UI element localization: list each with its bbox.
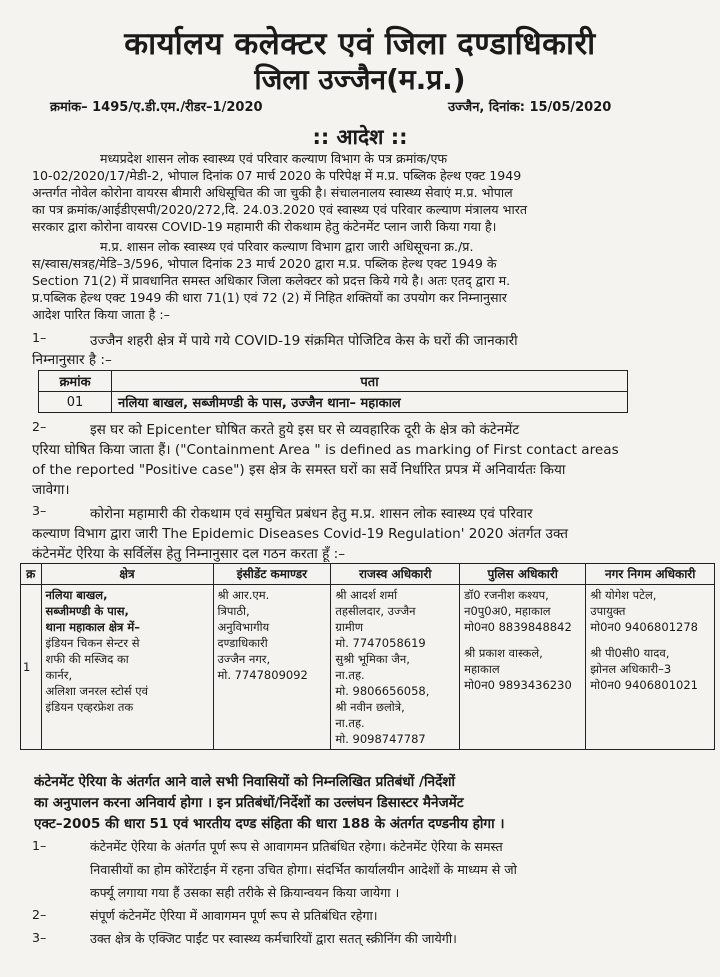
intro-line: 10-02/2020/17/मेडी-2, भोपाल दिनांक 07 मार्च 2020 के परिपेक्ष में म.प्र. पब्लिक हेल्थ एक्ट 1949 <box>32 168 522 183</box>
area-line: नलिया बाखल, <box>45 588 108 602</box>
commander-line: अनुविभागीय <box>217 620 270 634</box>
police-line: श्री प्रकाश वास्कले, <box>464 646 543 660</box>
office-title: कार्यालय कलेक्टर एवं जिला दण्डाधिकारी <box>124 26 596 62</box>
area-line: थाना महाकाल क्षेत्र में– <box>45 620 141 634</box>
address-table-header: क्रमांक <box>39 371 112 392</box>
commander-line: उज्जैन नगर, <box>217 652 271 666</box>
police-line: डॉ0 रजनीश कश्यप, <box>464 588 549 602</box>
police-line: मो0न0 9893436230 <box>464 678 572 692</box>
municipal-line: मो0न0 9406801278 <box>590 620 698 634</box>
commander-line: दण्डाधिकारी <box>217 636 268 650</box>
restriction-2-text: संपूर्ण कंटेनमेंट ऐरिया में आवागमन पूर्ण रूप से प्रतिबंधित रहेगा। <box>90 908 378 923</box>
point-3-text: कल्याण विभाग द्वारा जारी The Epidemic Diseases Covid-19 Regulation' 2020 अंतर्गत उक्त <box>32 526 569 542</box>
team-header: क्षेत्र <box>41 564 213 585</box>
address-table <box>38 370 628 413</box>
restriction-2-number: 2– <box>32 907 47 922</box>
commander-line: श्री आर.एम. <box>217 588 270 602</box>
point-1-text: निम्नानुसार है :– <box>32 352 112 368</box>
municipal-line: श्री पी0सी0 यादव, <box>590 646 670 660</box>
restriction-1-number: 1– <box>32 838 47 853</box>
police-line: मो0न0 8839848842 <box>464 620 572 634</box>
restriction-1-text: निवासीयों का होम कोरेंटाईन में रहना उचित होगा। संदर्भित कार्यालयीन आदेशों के माध्यम से जो <box>90 862 517 877</box>
intro-line: प्र.पब्लिक हेल्थ एक्ट 1949 की धारा 71(1) एवं 72 (2) में निहित शक्तियों का उपयोग कर निम्नानुसार <box>32 290 507 305</box>
team-serial: 1 <box>21 585 42 750</box>
restrictions-intro: का अनुपालन करना अनिवार्य होगा । इन प्रतिबंधों/निर्देशों का उल्लंघन डिसास्टर मैनेजमेंट <box>34 795 464 811</box>
restriction-3-number: 3– <box>32 930 47 945</box>
incident-commander-cell <box>213 585 331 750</box>
municipal-line: झोनल अधिकारी–3 <box>590 662 672 676</box>
point-1-number: 1– <box>32 330 47 345</box>
commander-line: त्रिपाठी, <box>217 604 250 618</box>
police-line: महाकाल <box>464 662 500 676</box>
intro-line: मध्यप्रदेश शासन लोक स्वास्थ्य एवं परिवार कल्याण विभाग के पत्र क्रमांक/एफ <box>100 151 448 166</box>
area-line: शफी की मस्जिद का <box>45 652 129 666</box>
restrictions-intro: कंटेनमेंट ऐरिया के अंतर्गत आने वाले सभी निवासियों को निम्नलिखित प्रतिबंधों /निर्देशों <box>34 774 456 790</box>
reference-number: क्रमांक– 1495/ए.डी.एम./रीडर–1/2020 <box>50 100 263 115</box>
team-header: नगर निगम अधिकारी <box>586 564 715 585</box>
intro-line: सरकार द्वारा कोरोना वायरस COVID-19 महामारी की रोकथाम हेतु कंटेनमेंट प्लान जारी किया गया है। <box>32 219 497 234</box>
revenue-line: श्री नवीन छलोत्रे, <box>335 700 405 714</box>
table-row <box>21 585 715 750</box>
area-line: अलिशा जनरल स्टोर्स एवं <box>45 684 149 698</box>
area-line: इंडियन एव्हरफ्रेश तक <box>45 700 134 714</box>
point-1-text: उज्जैन शहरी क्षेत्र में पाये गये COVID-19 संक्रमित पोजिटिव केस के घरों की जानकारी <box>90 333 518 349</box>
team-header: इंसीडेंट कमाण्डर <box>213 564 331 585</box>
team-header: पुलिस अधिकारी <box>460 564 586 585</box>
revenue-line: सुश्री भूमिका जैन, <box>335 652 410 666</box>
point-2-text: इस घर को Epicenter घोषित करते हुये इस घर से व्यवहारिक दूरी के क्षेत्र को कंटेनमेंट <box>90 422 520 438</box>
table-row <box>39 392 628 413</box>
point-2-number: 2– <box>32 419 47 434</box>
municipal-line: श्री योगेश पटेल, <box>590 588 657 602</box>
address-table-header: पता <box>112 371 628 392</box>
order-heading: :: आदेश :: <box>312 125 408 149</box>
restriction-3-text: उक्त क्षेत्र के एक्जिट पाईंट पर स्वास्थ्य कर्मचारियों द्वारा सतत् स्क्रीनिंग की जायेगी। <box>90 931 457 946</box>
area-line: इंडियन चिकन सेन्टर से <box>45 636 140 650</box>
restriction-1-text: कर्फ्यू लगाया गया हैं उसका सही तरीके से क्रियान्वयन किया जायेगा । <box>90 885 400 900</box>
intro-line: का पत्र क्रमांक/आईडीएसपी/2020/272,दि. 24.03.2020 एवं स्वास्थ्य एवं परिवार कल्याण मंत्रालय भारत <box>32 202 528 217</box>
intro-line: स/स्वास/सत्रह/मेडि–3/596, भोपाल दिनांक 23 मार्च 2020 द्वारा म.प्र. पब्लिक हेल्थ एक्ट 1949 के <box>32 256 497 271</box>
point-2-text: of the reported "Positive case") इस क्षेत्र के समस्त घरों का सर्वे निर्धारित प्रपत्र में अनिवार्यतः किया <box>32 462 566 478</box>
municipal-line: उपायुक्त <box>590 604 626 618</box>
revenue-line: मो. 9098747787 <box>335 732 426 746</box>
team-area <box>41 585 213 750</box>
point-3-number: 3– <box>32 503 47 518</box>
point-2-text: एरिया घोषित किया जाता हैं। ("Containment Area " is defined as marking of First contact areas <box>32 442 619 458</box>
area-line: कार्नर, <box>45 668 73 682</box>
commander-line: मो. 7747809092 <box>217 668 308 682</box>
team-header: क्र <box>21 564 42 585</box>
revenue-line: ग्रामीण <box>335 620 364 634</box>
team-header: राजस्व अधिकारी <box>331 564 460 585</box>
revenue-line: ना.तह. <box>335 716 365 730</box>
revenue-line: तहसीलदार, उज्जैन <box>335 604 416 618</box>
police-officers-cell <box>460 585 586 750</box>
order-date: उज्जैन, दिनांक: 15/05/2020 <box>448 100 612 115</box>
revenue-line: श्री आदर्श शर्मा <box>335 588 398 602</box>
point-3-text: कोरोना महामारी की रोकथाम एवं समुचित प्रबंधन हेतु म.प्र. शासन लोक स्वास्थ्य एवं परिवार <box>90 506 533 522</box>
district-title: जिला उज्जैन(म.प्र.) <box>254 63 466 96</box>
point-3-text: कंटेनमेंट ऐरिया के सर्विलेंस हेतु निम्नानुसार दल गठन करता हूँ :– <box>32 546 346 562</box>
police-line: न0पु0अ0, महाकाल <box>464 604 551 618</box>
address-serial: 01 <box>39 392 112 413</box>
municipal-officers-cell <box>586 585 715 750</box>
intro-line: Section 71(2) में प्रावधानित समस्त अधिकार जिला कलेक्टर को प्रदत्त किये गये है। अतः एतद् द्वारा म. <box>32 273 511 288</box>
restriction-1-text: कंटेनमेंट ऐरिया के अंतर्गत पूर्ण रूप से आवागमन प्रतिबंधित रहेगा। कंटेनमेंट ऐरिया के समस्त <box>90 839 503 854</box>
restrictions-intro: एक्ट–2005 की धारा 51 एवं भारतीय दण्ड संहिता की धारा 188 के अंतर्गत दण्डनीय होगा । <box>34 816 505 832</box>
revenue-line: ना.तह. <box>335 668 365 682</box>
revenue-officers-cell <box>331 585 460 750</box>
revenue-line: मो. 7747058619 <box>335 636 426 650</box>
municipal-line: मो0न0 9406801021 <box>590 678 698 692</box>
intro-line: आदेश पारित किया जाता है :– <box>32 307 170 322</box>
intro-line: अन्तर्गत नोवेल कोरोना वायरस बीमारी अधिसूचित की जा चुकी है। संचालनालय स्वास्थ्य सेवाएं म.प्र. भोपाल <box>32 185 513 200</box>
team-table <box>20 563 715 750</box>
point-2-text: जावेगा। <box>32 482 70 498</box>
area-line: सब्जीमण्डी के पास, <box>45 604 129 618</box>
address-text: नलिया बाखल, सब्जीमण्डी के पास, उज्जैन थाना– महाकाल <box>112 392 628 413</box>
intro-line: म.प्र. शासन लोक स्वास्थ्य एवं परिवार कल्याण विभाग द्वारा जारी अधिसूचना क्र./प्र. <box>100 239 474 254</box>
revenue-line: मो. 9806656058, <box>335 684 430 698</box>
